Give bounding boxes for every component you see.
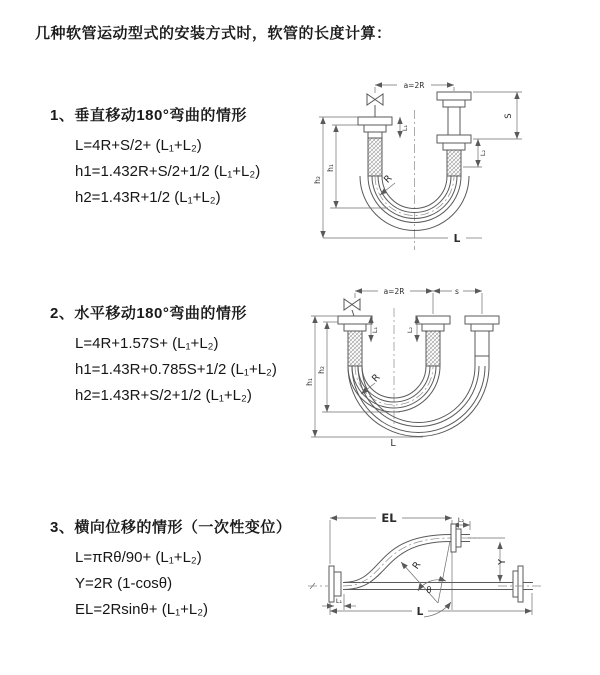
dim-label-l2: L₂: [479, 149, 487, 157]
dim-label-l1: L₁: [371, 326, 379, 334]
formula-line: h2=1.43R+1/2 (L₁+L₂): [75, 189, 221, 206]
formula-line: L=πRθ/90+ (L₁+L₂): [75, 549, 202, 566]
dim-label-y: Y: [497, 559, 508, 565]
formula-line: L=4R+S/2+ (L₁+L₂): [75, 137, 202, 154]
valve-icon: [344, 299, 360, 316]
section-lateral-displacement: [50, 516, 291, 623]
dim-el: [330, 511, 452, 610]
dim-l: [330, 593, 532, 618]
dim-label-s: s: [455, 287, 459, 296]
formula-list: [50, 545, 291, 623]
dim-label-l: L: [390, 438, 396, 449]
dim-label-el: EL: [381, 511, 397, 525]
section-horizontal-movement: [50, 302, 277, 409]
dim-label-s: S: [504, 113, 514, 119]
formula-line: L=4R+1.57S+ (L₁+L₂): [75, 335, 219, 352]
dim-label-a2r: a=2R: [383, 287, 405, 296]
section-heading: 2、水平移动180°弯曲的情形: [50, 305, 247, 322]
dim-label-r: R: [370, 372, 383, 385]
dim-radius: [380, 173, 395, 195]
formula-line: h1=1.43R+0.785S+1/2 (L₁+L₂): [75, 361, 277, 378]
dim-label-r: R: [382, 173, 395, 186]
dim-y: [468, 538, 508, 582]
dim-label-l: L: [453, 233, 461, 245]
formula-list: [50, 133, 260, 211]
dim-l2: [406, 316, 417, 342]
valve-icon: [367, 94, 383, 117]
middle-end-fitting: [416, 316, 450, 366]
diagram-horizontal-180-bend: [305, 278, 600, 473]
dim-label-l: L: [416, 606, 424, 618]
dim-l1: [322, 594, 356, 610]
page-title: 几种软管运动型式的安装方式时，软管的长度计算：: [35, 25, 392, 42]
dim-radius-and-angle: [401, 541, 451, 617]
dim-label-h2: h₂: [317, 366, 326, 374]
section-vertical-movement: [50, 104, 260, 211]
formula-line: Y=2R (1-cosθ): [75, 575, 173, 592]
right-end-fitting: [437, 92, 471, 176]
section-heading: 1、垂直移动180°弯曲的情形: [50, 107, 247, 124]
dim-label-h1: h₁: [305, 378, 314, 386]
formula-line: h2=1.43R+S/2+1/2 (L₁+L₂): [75, 387, 252, 404]
diagram-lateral-displacement: [300, 498, 600, 648]
dim-l1: [400, 117, 409, 138]
formula-line: EL=2Rsinθ+ (L₁+L₂): [75, 601, 209, 618]
left-end-fitting: [358, 117, 392, 176]
dim-label-r: R: [410, 559, 424, 572]
dim-s: [473, 92, 522, 139]
dim-label-h2: h₂: [313, 176, 322, 184]
formula-list: [50, 331, 277, 409]
diagram-vertical-180-bend: [310, 68, 590, 258]
dim-s: [433, 286, 482, 314]
dim-label-theta: θ: [426, 586, 432, 596]
hose-s-curve: [343, 535, 451, 590]
section-heading: 3、横向位移的情形（一次性变位）: [50, 519, 292, 536]
straight-pipe-original-position: [343, 566, 542, 602]
dim-label-h1: h₁: [326, 164, 335, 172]
left-end-fitting: [338, 316, 372, 366]
dim-label-a2r: a=2R: [403, 81, 425, 90]
moved-end-fitting: [465, 316, 499, 366]
dim-a2r: [375, 80, 454, 93]
formula-line: h1=1.432R+S/2+1/2 (L₁+L₂): [75, 163, 261, 180]
dim-label-l1: L₁: [401, 124, 409, 132]
dim-label-l2: L₂: [457, 516, 465, 524]
dim-label-l2: L₂: [406, 326, 414, 334]
dim-label-l1: L₁: [335, 597, 343, 605]
